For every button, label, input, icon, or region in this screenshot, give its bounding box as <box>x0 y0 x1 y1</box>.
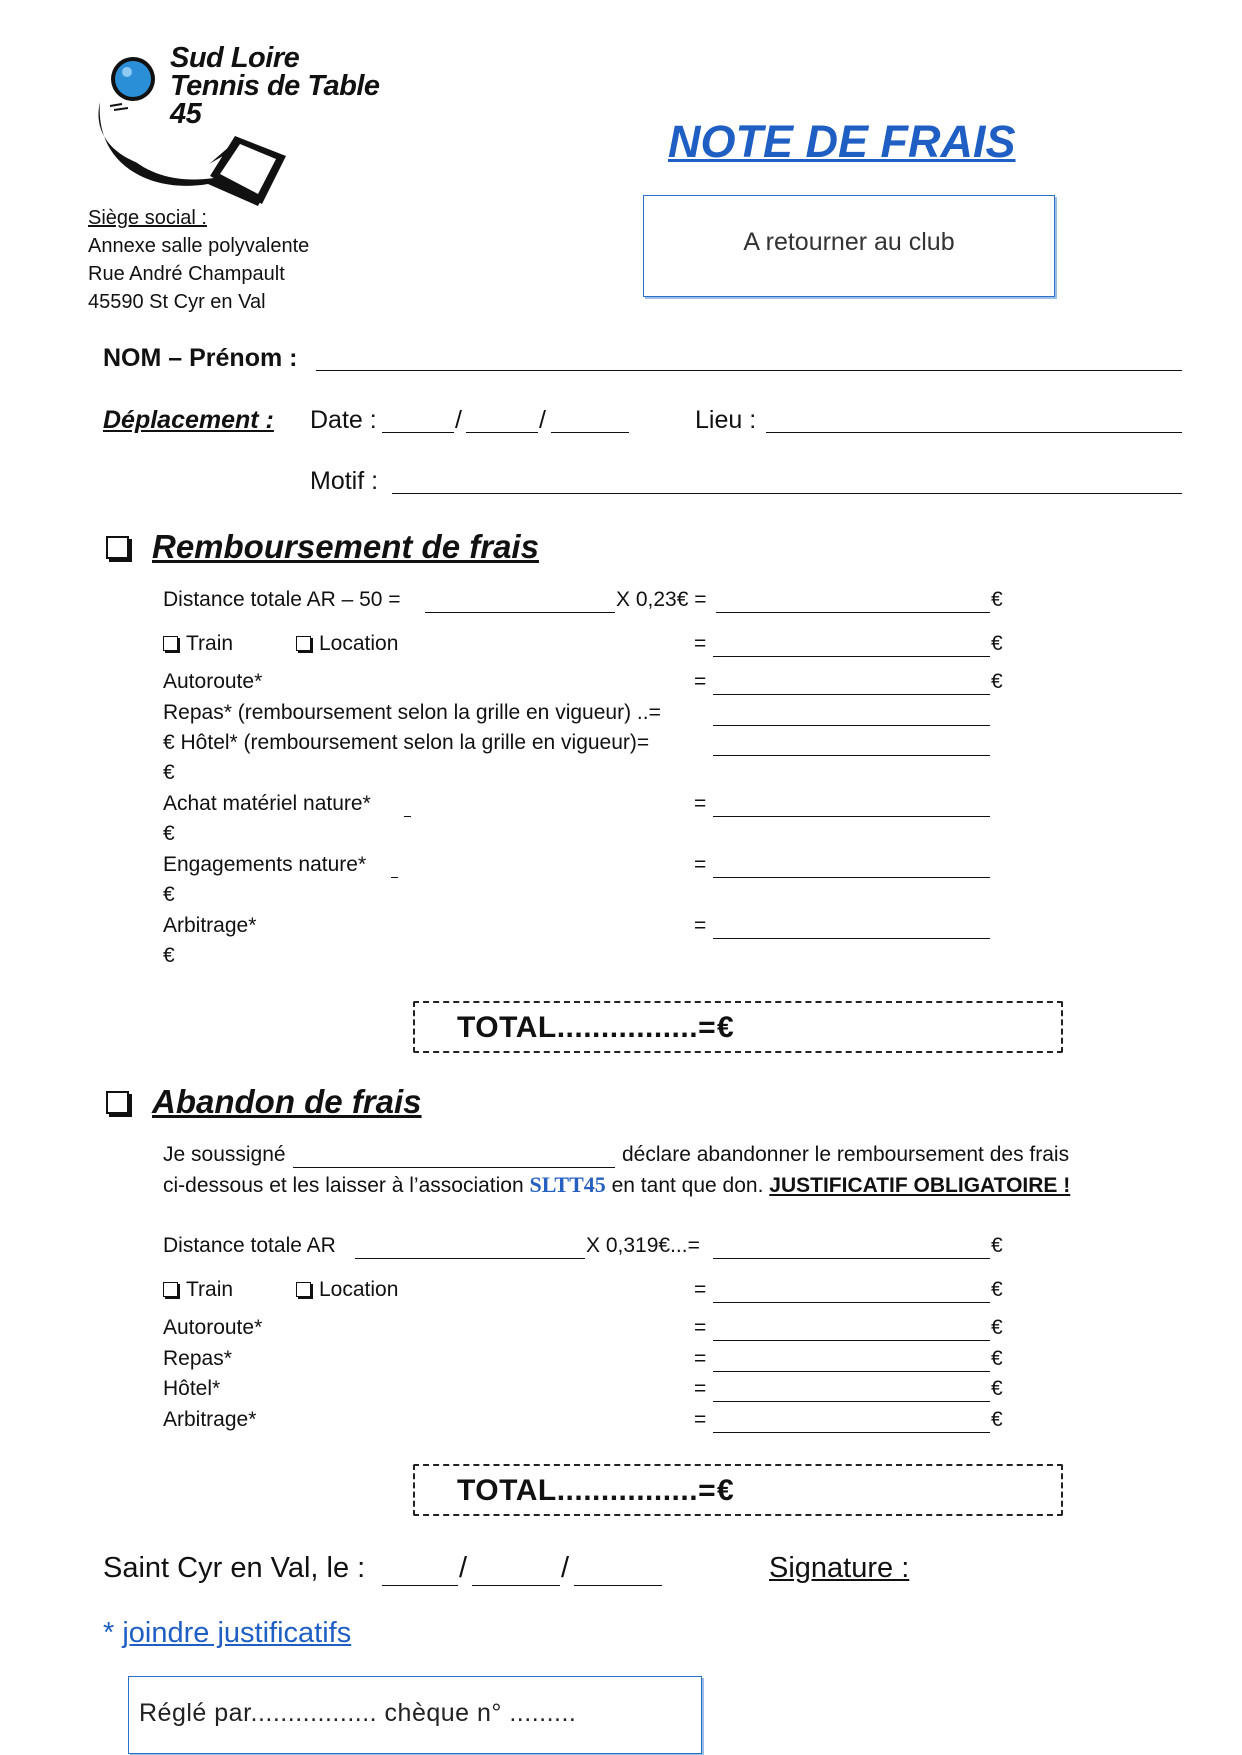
abandon-repas-euro: € <box>991 1347 1003 1370</box>
date-slash-2: / <box>539 406 546 434</box>
abandon-location-option[interactable] <box>296 1278 398 1302</box>
distance-field[interactable] <box>425 612 615 613</box>
declaration-line2-text: ci-dessous et les laisser à l’association <box>163 1174 524 1197</box>
abandon-autoroute-euro: € <box>991 1316 1003 1339</box>
asterisk: * <box>103 1617 115 1649</box>
signature-label: Signature : <box>769 1552 910 1584</box>
date-year-field[interactable] <box>551 432 629 433</box>
achat-euro: € <box>163 822 175 845</box>
declaration-line2-suffix: en tant que don. <box>611 1174 764 1197</box>
abandon-distance-amount-field[interactable] <box>713 1258 990 1259</box>
lieu-field[interactable] <box>766 432 1182 433</box>
train-checkbox[interactable] <box>163 636 178 651</box>
engagements-amount-field[interactable] <box>713 877 990 878</box>
abandon-train-euro: € <box>991 1278 1003 1301</box>
abandon-autoroute-label: Autoroute* <box>163 1316 263 1339</box>
abandon-repas-amount-field[interactable] <box>713 1371 990 1372</box>
signing-slash-1: / <box>459 1552 468 1584</box>
arbitrage-euro: € <box>163 944 175 967</box>
club-logo <box>90 44 390 209</box>
abandon-repas-eq: = <box>694 1347 707 1370</box>
signing-month-field[interactable] <box>472 1585 560 1586</box>
arbitrage-eq: = <box>694 914 707 937</box>
declaration-line2 <box>163 1172 1070 1198</box>
engagements-eq: = <box>694 853 707 876</box>
distance-rate: X 0,23€ = <box>616 588 707 611</box>
achat-underscore <box>404 816 411 817</box>
abandon-arbitrage-eq: = <box>694 1408 707 1431</box>
address-heading: Siège social : <box>88 207 207 229</box>
distance-amount-field[interactable] <box>716 612 990 613</box>
location-option[interactable] <box>296 632 398 656</box>
repas-amount-field[interactable] <box>713 725 990 726</box>
abandon-train-label: Train <box>186 1278 234 1301</box>
motif-label: Motif : <box>310 467 379 495</box>
location-checkbox[interactable] <box>296 636 311 651</box>
train-amount-field[interactable] <box>713 656 990 657</box>
nom-field[interactable] <box>316 370 1182 371</box>
abandon-distance-euro: € <box>991 1234 1003 1257</box>
logo-text-line2: Tennis de Table <box>170 70 380 102</box>
return-box <box>643 195 1055 297</box>
hotel-amount-field[interactable] <box>713 755 990 756</box>
location-label: Location <box>319 632 399 655</box>
abandon-train-amount-field[interactable] <box>713 1302 990 1303</box>
abandon-total-box <box>413 1464 1063 1516</box>
abandon-arbitrage-label: Arbitrage* <box>163 1408 257 1431</box>
declarant-name-field[interactable] <box>293 1167 615 1168</box>
abandon-heading: Abandon de frais <box>152 1083 422 1120</box>
address-line1: Annexe salle polyvalente <box>88 235 310 257</box>
train-eq: = <box>694 632 707 655</box>
arbitrage-amount-field[interactable] <box>713 938 990 939</box>
abandon-hotel-eq: = <box>694 1377 707 1400</box>
engagements-underscore <box>391 877 398 878</box>
abandon-arbitrage-euro: € <box>991 1408 1003 1431</box>
abandon-train-option[interactable] <box>163 1278 233 1302</box>
achat-eq: = <box>694 792 707 815</box>
abandon-total-label: TOTAL................= <box>457 1474 717 1507</box>
page-title: NOTE DE FRAIS <box>668 116 1016 167</box>
abandon-hotel-euro: € <box>991 1377 1003 1400</box>
nom-label: NOM – Prénom : <box>103 344 298 372</box>
arbitrage-label: Arbitrage* <box>163 914 257 937</box>
hotel-label: € Hôtel* (remboursement selon la grille en vigueur)= <box>163 731 650 754</box>
abandon-distance-label: Distance totale AR <box>163 1234 336 1257</box>
abandon-distance-field[interactable] <box>355 1258 585 1259</box>
abandon-distance-rate: X 0,319€...= <box>586 1234 700 1257</box>
payment-text: Réglé par................. chèque n° ......... <box>139 1699 577 1727</box>
abandon-location-checkbox[interactable] <box>296 1282 311 1297</box>
date-month-field[interactable] <box>466 432 538 433</box>
abandon-location-label: Location <box>319 1278 399 1301</box>
place-date-label: Saint Cyr en Val, le : <box>103 1552 366 1584</box>
justificatif-required: JUSTIFICATIF OBLIGATOIRE ! <box>769 1174 1071 1197</box>
engagements-euro: € <box>163 883 175 906</box>
address-line2: Rue André Champault <box>88 263 285 285</box>
autoroute-amount-field[interactable] <box>713 694 990 695</box>
remboursement-total-label: TOTAL................= <box>457 1011 717 1044</box>
achat-amount-field[interactable] <box>713 816 990 817</box>
logo-text-line1: Sud Loire <box>170 42 300 74</box>
engagements-label: Engagements nature* <box>163 853 367 876</box>
joindre-link[interactable]: joindre justificatifs <box>122 1617 352 1649</box>
abandon-autoroute-amount-field[interactable] <box>713 1340 990 1341</box>
abandon-hotel-label: Hôtel* <box>163 1377 221 1400</box>
autoroute-label: Autoroute* <box>163 670 263 693</box>
date-day-field[interactable] <box>382 432 454 433</box>
association-name: SLTT45 <box>529 1172 606 1197</box>
date-slash-1: / <box>455 406 462 434</box>
signing-day-field[interactable] <box>382 1585 458 1586</box>
autoroute-eq: = <box>694 670 707 693</box>
motif-field[interactable] <box>392 493 1182 494</box>
address-block <box>88 204 309 316</box>
declaration-prefix: Je soussigné <box>163 1143 286 1166</box>
train-label: Train <box>186 632 234 655</box>
lieu-label: Lieu : <box>695 406 757 434</box>
repas-label: Repas* (remboursement selon la grille en vigueur) ..= <box>163 701 661 724</box>
train-euro: € <box>991 632 1003 655</box>
return-box-text: A retourner au club <box>743 228 955 256</box>
distance-label: Distance totale AR – 50 = <box>163 588 401 611</box>
hotel-euro: € <box>163 761 175 784</box>
abandon-autoroute-eq: = <box>694 1316 707 1339</box>
signing-slash-2: / <box>561 1552 570 1584</box>
date-label: Date : <box>310 406 377 434</box>
deplacement-label: Déplacement : <box>103 406 274 434</box>
autoroute-euro: € <box>991 670 1003 693</box>
remboursement-total-box <box>413 1001 1063 1053</box>
remboursement-checkbox[interactable] <box>106 536 129 559</box>
signing-year-field[interactable] <box>574 1585 662 1586</box>
abandon-total-euro: € <box>717 1474 735 1507</box>
abandon-train-checkbox[interactable] <box>163 1282 178 1297</box>
joindre-note <box>103 1617 351 1650</box>
abandon-checkbox[interactable] <box>106 1091 129 1114</box>
abandon-train-eq: = <box>694 1278 707 1301</box>
remboursement-total-euro: € <box>717 1011 735 1044</box>
train-option[interactable] <box>163 632 233 656</box>
achat-label: Achat matériel nature* <box>163 792 371 815</box>
abandon-hotel-amount-field[interactable] <box>713 1401 990 1402</box>
address-line3: 45590 St Cyr en Val <box>88 291 266 313</box>
declaration-suffix: déclare abandonner le remboursement des frais <box>622 1143 1070 1166</box>
abandon-repas-label: Repas* <box>163 1347 232 1370</box>
payment-box <box>128 1676 702 1754</box>
distance-euro: € <box>991 588 1003 611</box>
abandon-arbitrage-amount-field[interactable] <box>713 1432 990 1433</box>
logo-text-line3: 45 <box>170 98 202 130</box>
remboursement-heading: Remboursement de frais <box>152 528 539 565</box>
